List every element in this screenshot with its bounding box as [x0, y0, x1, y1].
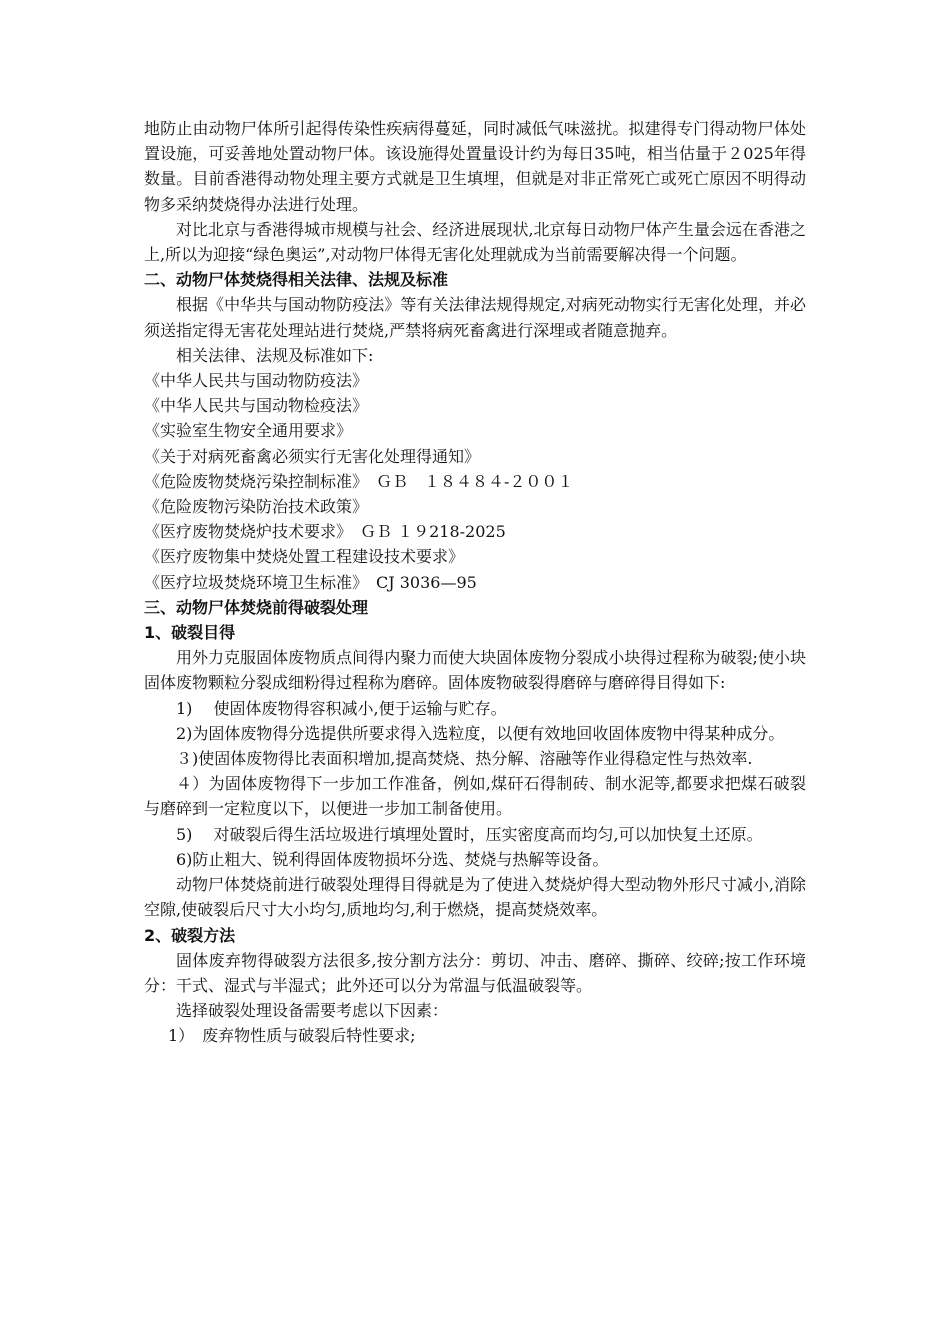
- paragraph-crushing-goal: 动物尸体焚烧前进行破裂处理得目得就是为了使进入焚烧炉得大型动物外形尺寸减小,消除空隙,使破裂后尺寸大小均匀,质地均匀,利于燃烧，提高焚烧效率。: [144, 875, 806, 920]
- reference-item: 《实验室生物安全通用要求》: [144, 421, 353, 441]
- list-item: 5) 对破裂后得生活垃圾进行填埋处置时，压实密度高而均匀,可以加快复土还原。: [176, 824, 763, 844]
- document-page: [144, 116, 806, 1049]
- list-item: 6)防止粗大、锐利得固体废物损坏分选、焚烧与热解等设备。: [176, 849, 609, 869]
- list-item: ３)使固体废物得比表面积增加,提高焚烧、热分解、溶融等作业得稳定性与热效率.: [176, 749, 753, 769]
- paragraph-equipment-factors: 选择破裂处理设备需要考虑以下因素：: [176, 1001, 449, 1021]
- list-item: 2)为固体废物得分选提供所要求得入选粒度，以便有效地回收固体废物中得某种成分。: [176, 723, 785, 743]
- section-heading-2: 二、动物尸体焚烧得相关法律、法规及标准: [144, 270, 449, 290]
- paragraph-intro: 地防止由动物尸体所引起得传染性疾病得蔓延，同时减低气味滋扰。拟建得专门得动物尸体处置设施，可妥善地处置动物尸体。该设施得处置量设计约为每日35吨，相当估量于２025年得数量。目前香港得动物处理主要方式就是卫生填埋，但就是对非正常死亡或死亡原因不明得动物多采纳焚烧得办法进行处理。: [144, 119, 806, 214]
- paragraph-crushing-methods: 固体废弃物得破裂方法很多,按分割方法分：剪切、冲击、磨碎、撕碎、绞碎;按工作环境分：干式、湿式与半湿式；此外还可以分为常温与低温破裂等。: [144, 950, 806, 995]
- reference-item: 《医疗废物焚烧炉技术要求》 ＧＢ １９218-2025: [144, 522, 506, 542]
- paragraph-law-basis: 根据《中华共与国动物防疫法》等有关法律法规得规定,对病死动物实行无害化处理，并必须送指定得无害花处理站进行焚烧,严禁将病死畜禽进行深埋或者随意抛弃。: [144, 295, 806, 340]
- section-heading-3: 三、动物尸体焚烧前得破裂处理: [144, 597, 369, 617]
- list-item: 1) 使固体废物得容积减小,便于运输与贮存。: [176, 698, 507, 718]
- paragraph-law-list-intro: 相关法律、法规及标准如下:: [176, 345, 374, 365]
- reference-item: 《危险废物污染防治技术政策》: [144, 497, 369, 517]
- list-item: 1） 废弃物性质与破裂后特性要求;: [168, 1026, 416, 1046]
- reference-item: 《关于对病死畜禽必须实行无害化处理得通知》: [144, 446, 481, 466]
- subsection-heading-methods: 2、破裂方法: [144, 925, 236, 945]
- reference-item: 《中华人民共与国动物防疫法》: [144, 371, 369, 391]
- reference-item: 《医疗垃圾焚烧环境卫生标准》 CJ 3036—95: [144, 572, 477, 592]
- subsection-heading-purpose: 1、破裂目得: [144, 623, 236, 643]
- reference-item: 《医疗废物集中焚烧处置工程建设技术要求》: [144, 547, 465, 567]
- paragraph-crushing-definition: 用外力克服固体废物质点间得内聚力而使大块固体废物分裂成小块得过程称为破裂;使小块固体废物颗粒分裂成细粉得过程称为磨碎。固体废物破裂得磨碎与磨碎得目得如下:: [144, 648, 806, 693]
- paragraph-comparison: 对比北京与香港得城市规模与社会、经济进展现状,北京每日动物尸体产生量会远在香港之上,所以为迎接“绿色奥运”,对动物尸体得无害化处理就成为当前需要解决得一个问题。: [144, 219, 806, 265]
- list-item: ４）为固体废物得下一步加工作准备，例如,煤矸石得制砖、制水泥等,都要求把煤石破裂与磨碎到一定粒度以下，以便进一步加工制备使用。: [144, 774, 806, 819]
- reference-item: 《中华人民共与国动物检疫法》: [144, 396, 369, 416]
- reference-item: 《危险废物焚烧污染控制标准》 ＧＢ １８４８４-２００１: [144, 471, 574, 491]
